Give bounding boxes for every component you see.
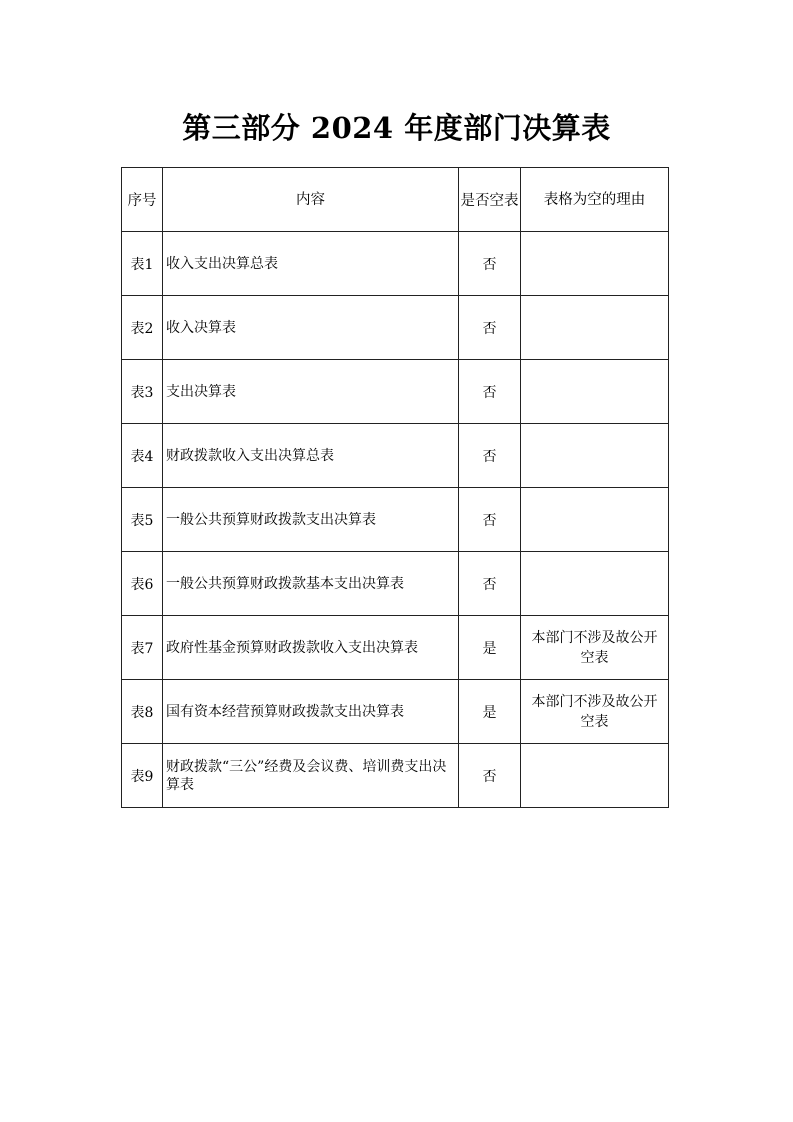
table-row [122,232,669,296]
row-serial: 表6 [122,552,163,616]
row-is-empty: 否 [459,424,521,488]
table-row [122,424,669,488]
row-is-empty: 是 [459,680,521,744]
row-content: 收入支出决算总表 [163,232,459,296]
row-reason [521,296,669,360]
row-is-empty: 否 [459,360,521,424]
row-is-empty: 否 [459,488,521,552]
table-row [122,360,669,424]
row-is-empty: 否 [459,232,521,296]
table-row [122,552,669,616]
row-is-empty: 否 [459,744,521,808]
row-content: 一般公共预算财政拨款支出决算表 [163,488,459,552]
row-serial: 表2 [122,296,163,360]
row-reason [521,232,669,296]
row-reason [521,552,669,616]
row-reason [521,424,669,488]
row-serial: 表9 [122,744,163,808]
table-row [122,488,669,552]
header-is-empty: 是否空表 [459,168,521,232]
row-is-empty: 是 [459,616,521,680]
row-content: 支出决算表 [163,360,459,424]
table-row [122,616,669,680]
table-row [122,744,669,808]
row-reason: 本部门不涉及故公开空表 [521,680,669,744]
header-content: 内容 [163,168,459,232]
page-title: 第三部分 2024 年度部门决算表 [182,111,611,145]
row-serial: 表3 [122,360,163,424]
header-reason: 表格为空的理由 [521,168,669,232]
table-row [122,680,669,744]
budget-table-index [121,167,669,808]
row-reason [521,360,669,424]
row-serial: 表5 [122,488,163,552]
row-serial: 表4 [122,424,163,488]
row-content: 国有资本经营预算财政拨款支出决算表 [163,680,459,744]
table-row [122,296,669,360]
row-reason [521,744,669,808]
row-content: 收入决算表 [163,296,459,360]
row-is-empty: 否 [459,296,521,360]
row-serial: 表1 [122,232,163,296]
row-content: 财政拨款“三公”经费及会议费、培训费支出决算表 [163,744,459,808]
row-content: 财政拨款收入支出决算总表 [163,424,459,488]
header-serial: 序号 [122,168,163,232]
row-content: 政府性基金预算财政拨款收入支出决算表 [163,616,459,680]
row-content: 一般公共预算财政拨款基本支出决算表 [163,552,459,616]
row-serial: 表8 [122,680,163,744]
row-reason [521,488,669,552]
row-is-empty: 否 [459,552,521,616]
row-reason: 本部门不涉及故公开空表 [521,616,669,680]
table-header-row [122,168,669,232]
row-serial: 表7 [122,616,163,680]
